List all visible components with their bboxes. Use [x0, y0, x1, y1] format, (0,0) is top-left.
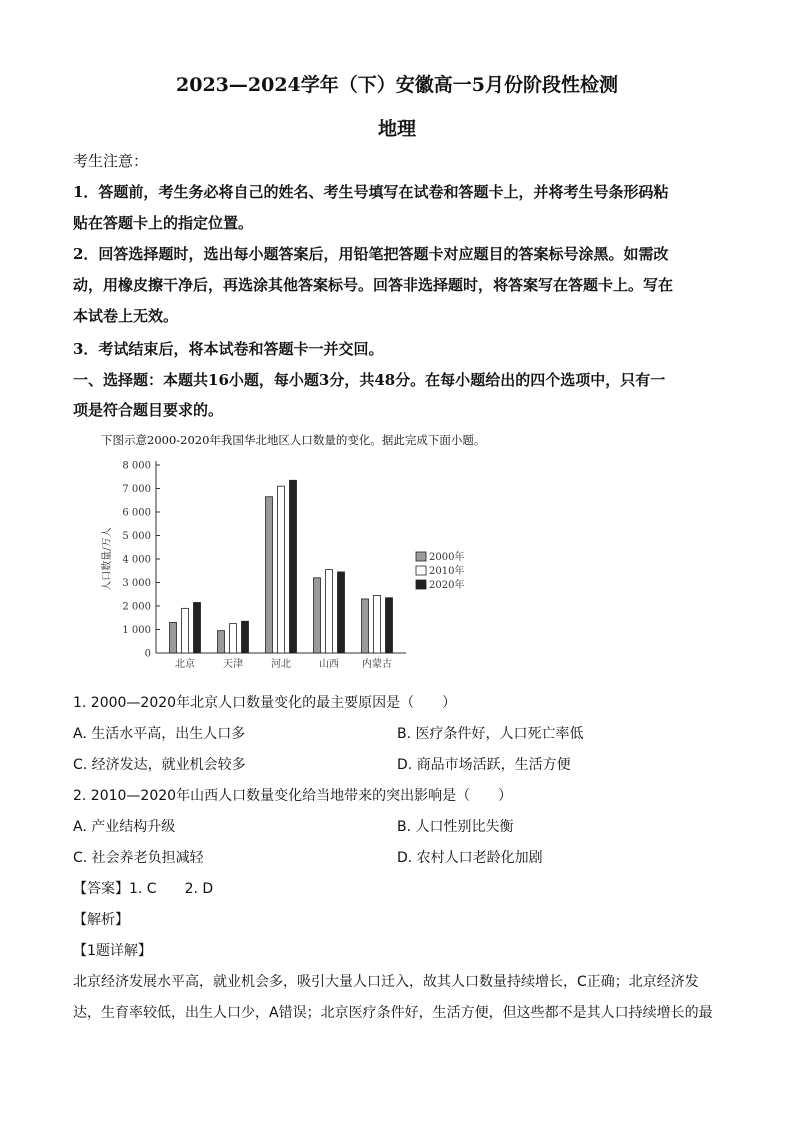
legend-swatch: [416, 566, 426, 575]
question-2-option-a: A. 产业结构升级: [73, 819, 176, 835]
bar: [290, 480, 297, 653]
legend-swatch: [416, 580, 426, 589]
question-1-option-d: D. 商品市场活跃，生活方便: [397, 757, 571, 773]
bar: [338, 572, 345, 653]
answer-value: 1. C 2. D: [129, 881, 214, 897]
y-tick-label: 3 000: [122, 578, 151, 589]
answer-label: 【答案】: [73, 881, 129, 897]
bar: [374, 595, 381, 653]
x-tick-label: 天津: [223, 659, 243, 670]
x-tick-label: 北京: [175, 659, 195, 670]
analysis-line: 北京经济发展水平高，就业机会多，吸引大量人口迁入，故其人口数量持续增长，C正确；北京经济发: [73, 974, 699, 990]
x-tick-label: 内蒙古: [362, 659, 392, 670]
notice-line: 本试卷上无效。: [73, 307, 179, 325]
bar: [182, 608, 189, 653]
notice-line: 贴在答题卡上的指定位置。: [73, 214, 254, 232]
analysis-label: 【解析】: [73, 912, 129, 928]
bar: [278, 486, 285, 653]
bar: [266, 497, 273, 653]
bar: [242, 621, 249, 653]
x-tick-label: 山西: [319, 659, 339, 670]
question-2-option-b: B. 人口性别比失衡: [397, 819, 514, 835]
subject-title: 地理: [377, 118, 416, 140]
notice-line: 3．考试结束后，将本试卷和答题卡一并交回。: [73, 340, 384, 358]
analysis-line: 达，生育率较低，出生人口少，A错误；北京医疗条件好，生活方便，但这些都不是其人口持续增长的最: [73, 1005, 713, 1021]
legend-label: 2010年: [429, 566, 465, 577]
legend-swatch: [416, 552, 426, 561]
question-2-stem: 2. 2010—2020年山西人口数量变化给当地带来的突出影响是（ ）: [73, 788, 513, 804]
y-axis-label: 人口数量/万人: [102, 527, 113, 591]
detail-label: 【1题详解】: [73, 943, 152, 959]
population-bar-chart: [96, 455, 496, 680]
y-tick-label: 2 000: [122, 601, 151, 613]
bar: [218, 631, 225, 653]
bar: [386, 598, 393, 653]
notice-heading: 考生注意：: [73, 152, 149, 170]
notice-line: 1．答题前，考生务必将自己的姓名、考生号填写在试卷和答题卡上，并将考生号条形码粘: [73, 183, 669, 201]
question-1-option-a: A. 生活水平高，出生人口多: [73, 726, 246, 742]
chart-intro: 下图示意2000-2020年我国华北地区人口数量的变化。据此完成下面小题。: [101, 433, 486, 447]
question-2-option-d: D. 农村人口老龄化加剧: [397, 850, 543, 866]
y-tick-label: 4 000: [122, 554, 151, 566]
y-tick-label: 0: [144, 648, 151, 660]
question-1-stem: 1. 2000—2020年北京人口数量变化的最主要原因是（ ）: [73, 695, 457, 711]
legend-label: 2020年: [429, 580, 465, 591]
question-2-option-c: C. 社会养老负担减轻: [73, 850, 204, 866]
bar: [326, 570, 333, 653]
y-tick-label: 7 000: [122, 484, 151, 495]
x-tick-label: 河北: [271, 659, 291, 670]
notice-line: 动，用橡皮擦干净后，再选涂其他答案标号。回答非选择题时，将答案写在答题卡上。写在: [73, 276, 674, 294]
legend-label: 2000年: [429, 552, 465, 563]
bar: [170, 622, 177, 653]
section-heading: 一、选择题：本题共16小题，每小题3分，共48分。在每小题给出的四个选项中，只有一: [73, 371, 666, 389]
y-tick-label: 1 000: [122, 625, 151, 636]
question-1-option-b: B. 医疗条件好，人口死亡率低: [397, 726, 584, 742]
bar: [194, 602, 201, 653]
answer-line: [73, 878, 213, 898]
bar: [314, 578, 321, 653]
bar: [230, 624, 237, 653]
y-tick-label: 5 000: [122, 531, 151, 542]
question-1-option-c: C. 经济发达，就业机会较多: [73, 757, 246, 773]
bar: [362, 599, 369, 653]
section-heading: 项是符合题目要求的。: [73, 401, 224, 419]
notice-line: 2．回答选择题时，选出每小题答案后，用铅笔把答题卡对应题目的答案标号涂黑。如需改: [73, 245, 669, 263]
y-tick-label: 8 000: [122, 460, 151, 472]
y-tick-label: 6 000: [122, 507, 151, 519]
exam-title: 2023—2024学年（下）安徽高一5月份阶段性检测: [176, 74, 618, 96]
